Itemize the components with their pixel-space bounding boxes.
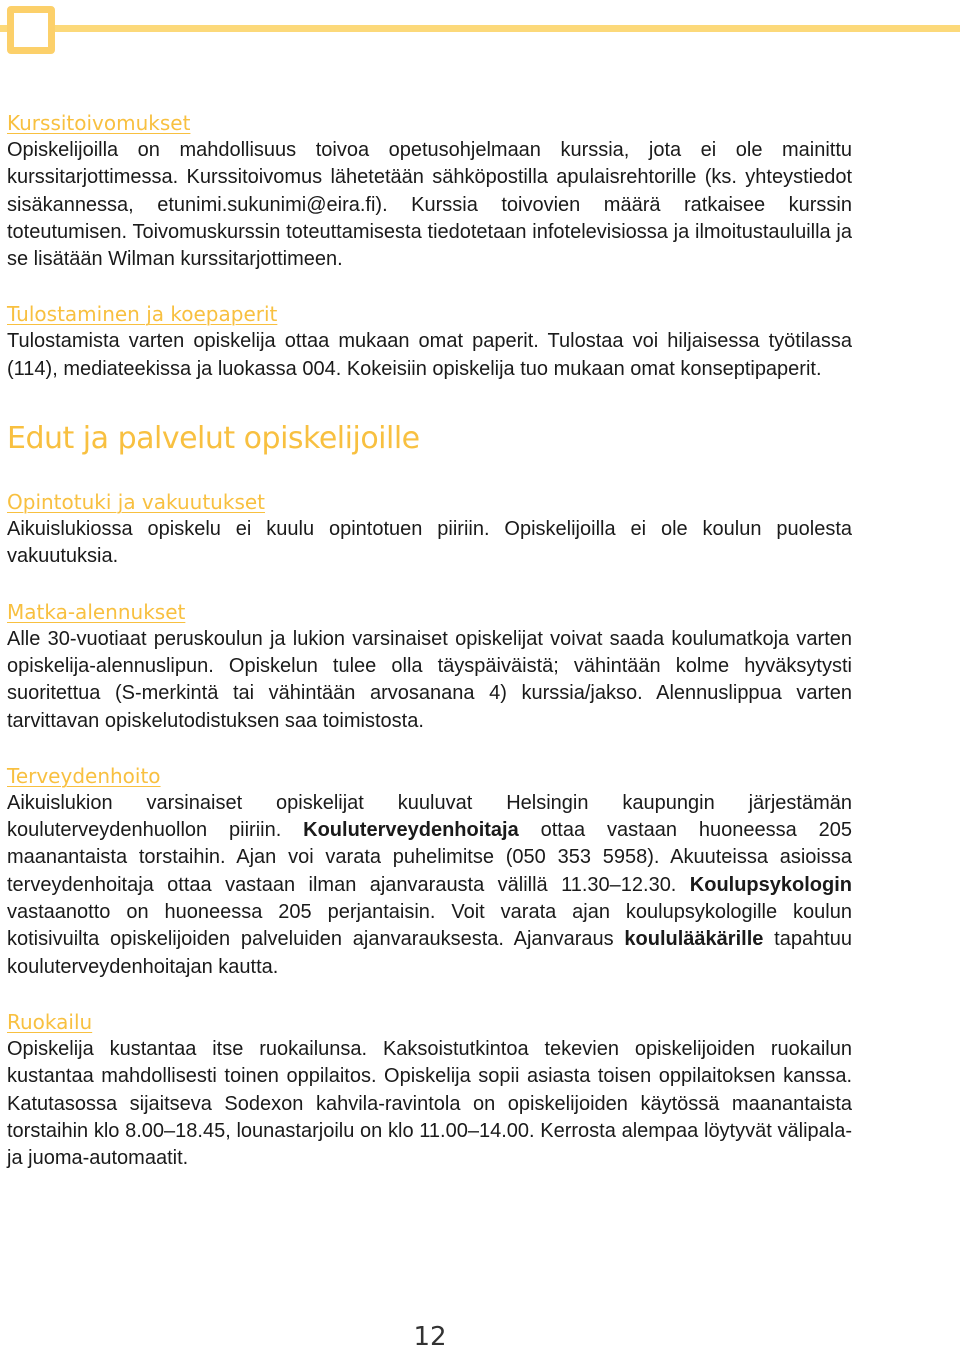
page-number: 12 [413, 1322, 447, 1352]
section-text-kurssitoivomukset: Opiskelijoilla on mahdollisuus toivoa opetusohjelmaan kurssia, jota ei ole mainittu kurssitarjottimessa. Kurssitoivomus lähetetään sähköpostilla apulaisrehtorille (ks. yhteystiedot sisäkannessa, etunimi.sukunimi@eira.fi). Kurssia toivovien määrä ratkaisee kurssin toteutumisen. Toivomuskurssin toteuttamisesta tiedotetaan infotelevisiossa ja ilmoitustauluilla ja se lisätään Wilman kurssitarjottimeen. [7, 139, 852, 271]
header-decor-square [7, 6, 55, 54]
section-text-ruokailu: Opiskelija kustantaa itse ruokailunsa. Kaksoistutkintoa tekevien opiskelijoiden ruokailun kustantaa mahdollisesti toinen oppilaitos. Opiskelija sopii asiasta toisen oppilaitoksen kanssa. Katutasossa sijaitseva Sodexon kahvila-ravintola on opiskelijoiden käytössä maanantaista torstaihin klo 8.00–18.45, lounastarjoilu on klo 11.00–14.00. Kerrosta alempaa löytyvät välipala- ja juoma-automaatit. [7, 1037, 852, 1170]
terveydenhoito-text-2: ottaa vastaan huoneessa 205 maanantaista torstaihin. Ajan voi varata puhelimitse (050 353 5958). Akuuteissa asioissa terveydenhoitaja ottaa vastaan ilman ajanvarausta välillä 11.30–12.30. [7, 819, 852, 896]
section-kurssitoivomukset [7, 110, 852, 273]
section-heading-ruokailu: Ruokailu [7, 1009, 93, 1034]
section-heading-matka: Matka-alennukset [7, 599, 186, 624]
section-tulostaminen [7, 301, 852, 383]
terveydenhoito-text-1: Aikuislukion varsinaiset opiskelijat kuuluvat Helsingin kaupungin järjestämän kouluterveydenhuollon piiriin. [7, 791, 852, 842]
section-heading-terveydenhoito: Terveydenhoito [7, 763, 161, 788]
terveydenhoito-bold-2: Koulupsykologin [689, 873, 852, 896]
main-section-title: Edut ja palvelut opiskelijoille [7, 421, 420, 457]
section-text-opintotuki: Aikuislukiossa opiskelu ei kuulu opintotuen piiriin. Opiskelijoilla ei ole koulun puolesta vakuutuksia. [7, 518, 852, 568]
section-heading-tulostaminen: Tulostaminen ja koepaperit [7, 302, 278, 327]
section-matka [7, 599, 852, 735]
section-heading-opintotuki: Opintotuki ja vakuutukset [7, 490, 266, 515]
section-heading-kurssitoivomukset: Kurssitoivomukset [7, 111, 191, 135]
terveydenhoito-bold-1: Kouluterveydenhoitaja [303, 819, 519, 842]
section-text-tulostaminen: Tulostamista varten opiskelija ottaa mukaan omat paperit. Tulostaa voi hiljaisessa työtilassa (114), mediateekissa ja luokassa 004. Kokeisiin opiskelija tuo mukaan omat konseptipaperit. [7, 330, 852, 380]
terveydenhoito-text-4: tapahtuu kouluterveydenhoitajan kautta. [7, 928, 852, 978]
section-opintotuki [7, 489, 852, 571]
terveydenhoito-text-3: vastaanotto on huoneessa 205 perjantaisin. Voit varata ajan koulupsykologille koulun kotisivuilta opiskelijoiden palveluiden ajanvarauksesta. Ajanvaraus [7, 901, 852, 951]
terveydenhoito-bold-3: koululääkärille [624, 928, 764, 951]
page-content [7, 110, 852, 1172]
section-terveydenhoito [7, 763, 852, 981]
section-text-matka: Alle 30-vuotiaat peruskoulun ja lukion varsinaiset opiskelijat voivat saada koulumatkoja varten opiskelija-alennuslipun. Opiskelun tulee olla täyspäiväistä; vähintään kolme hyväksytysti suoritettua (S-merkintä tai vähintään arvosanana 4) kurssia/jakso. Alennuslippua varten tarvittavan opiskelutodistuksen saa toimistosta. [7, 627, 852, 732]
section-ruokailu [7, 1009, 852, 1172]
section-text-terveydenhoito [7, 790, 852, 981]
header-decor-bar [0, 25, 960, 32]
